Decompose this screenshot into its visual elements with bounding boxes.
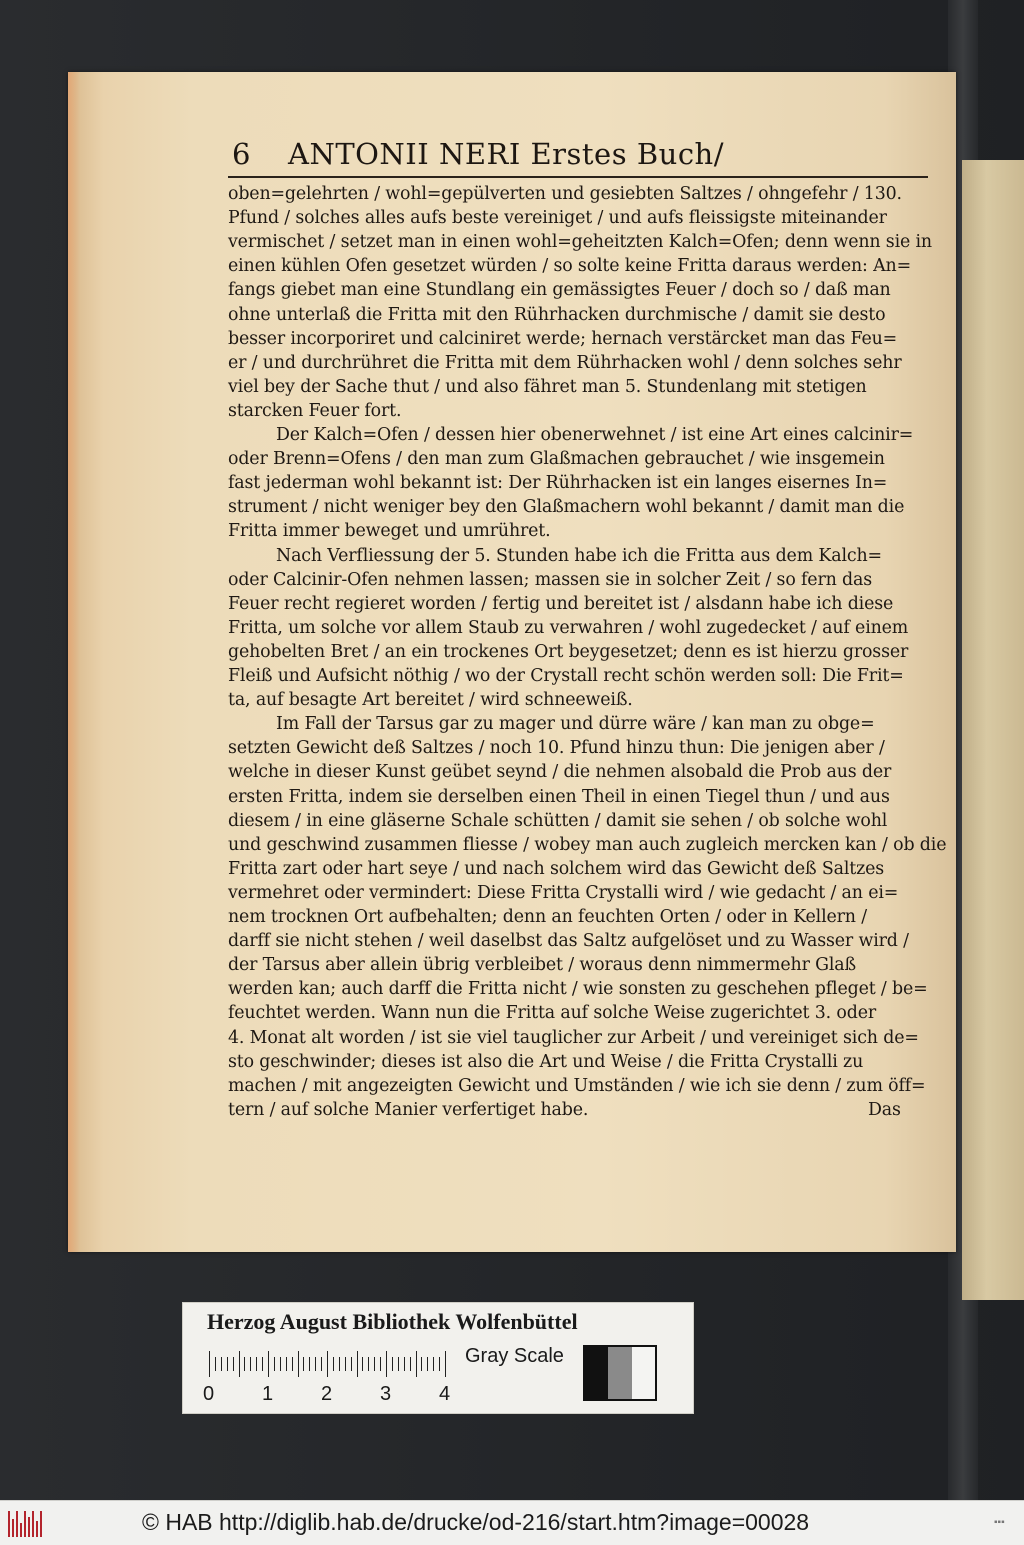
text-line: Fritta immer beweget und umrühret. (228, 521, 551, 542)
text-line: oder Calcinir-Ofen nehmen lassen; massen sie in solcher Zeit / so fern das (228, 569, 873, 590)
text-line: ohne unterlaß die Fritta mit den Rührhacken durchmische / damit sie desto (228, 304, 886, 325)
ruler-tick (233, 1357, 234, 1371)
ruler-tick (221, 1357, 222, 1371)
ruler-tick (339, 1357, 340, 1371)
text-line: Pfund / solches alles aufs beste vereiniget / und aufs fleissigste miteinander (228, 208, 887, 229)
ruler-tick (239, 1351, 240, 1377)
text-line: Der Kalch=Ofen / dessen hier obenerwehnet / ist eine Art eines calcinir= (276, 425, 914, 445)
ruler-tick (433, 1357, 434, 1371)
ruler-number: 3 (380, 1383, 392, 1405)
hab-logo-icon (8, 1511, 42, 1537)
gray-swatch (585, 1347, 608, 1399)
text-line: sto geschwinder; dieses ist also die Art und Weise / die Fritta Crystalli zu (228, 1051, 864, 1072)
text-line: fangs giebet man eine Stundlang ein gemässigtes Feuer / doch so / daß man (228, 280, 891, 301)
logo-bar (24, 1511, 26, 1537)
text-line: feuchtet werden. Wann nun die Fritta auf solche Weise zugerichtet 3. oder (228, 1003, 877, 1024)
text-line: fast jederman wohl bekannt ist: Der Rührhacken ist ein langes eisernes In= (228, 473, 888, 494)
text-line: machen / mit angezeigten Gewicht und Umständen / wie ich sie denn / zum öff= (228, 1075, 926, 1096)
ruler-tick (362, 1357, 363, 1371)
library-name: Herzog August Bibliothek Wolfenbüttel (207, 1309, 578, 1334)
logo-bar (36, 1521, 38, 1537)
gray-swatch (608, 1347, 631, 1399)
ruler-tick (380, 1357, 381, 1371)
ruler-tick (209, 1351, 210, 1377)
logo-bar (8, 1511, 10, 1537)
running-head (232, 137, 932, 177)
text-line: welche in dieser Kunst geübet seynd / die nehmen alsobald die Prob aus der (228, 762, 892, 783)
ruler-tick (398, 1357, 399, 1371)
text-line: er / und durchrühret die Fritta mit dem Rührhacken wohl / denn solches sehr (228, 352, 902, 373)
ruler-tick (227, 1357, 228, 1371)
ruler-tick (345, 1357, 346, 1371)
ruler-tick (439, 1357, 440, 1371)
text-line: tern / auf solche Manier verfertiget habe. (228, 1099, 589, 1120)
text-line: einen kühlen Ofen gesetzet würden / so solte keine Fritta daraus werden: An= (228, 256, 912, 277)
text-line: Fleiß und Aufsicht nöthig / wo der Crystall recht schön werden soll: Die Frit= (228, 666, 904, 686)
ruler-tick (445, 1351, 446, 1377)
ruler-tick (244, 1357, 245, 1371)
ruler-number: 2 (321, 1383, 333, 1405)
text-line: Fritta zart oder hart seye / und nach solchem wird das Gewicht deß Saltzes (228, 858, 885, 879)
ruler-tick (368, 1357, 369, 1371)
logo-bar (32, 1511, 34, 1537)
ruler-tick (215, 1357, 216, 1371)
text-line: ersten Fritta, indem sie derselben einen Theil in einen Tiegel thun / und aus (228, 786, 890, 807)
ruler-tick (262, 1357, 263, 1371)
ruler-tick (315, 1357, 316, 1371)
logo-bar (20, 1523, 22, 1537)
text-line: und geschwind zusammen fliesse / wobey man auch zugleich mercken kan / ob die (228, 834, 947, 855)
ruler-tick (280, 1357, 281, 1371)
copyright-link[interactable]: © HAB http://diglib.hab.de/drucke/od-216/start.htm?image=00028 (142, 1509, 810, 1535)
ruler-number: 4 (439, 1383, 451, 1405)
ruler-number: 1 (262, 1383, 274, 1405)
ruler-tick (250, 1357, 251, 1371)
ruler-tick (410, 1357, 411, 1371)
ruler-tick (268, 1351, 269, 1377)
ruler-tick (351, 1357, 352, 1371)
footer-mark-icon: ▪▪▪ (994, 1517, 1005, 1528)
ruler-tick (392, 1357, 393, 1371)
text-line: Im Fall der Tarsus gar zu mager und dürre wäre / kan man zu obge= (276, 714, 875, 735)
text-line: nem trocknen Ort aufbehalten; denn an feuchten Orten / oder in Kellern / (228, 907, 867, 927)
text-line: Fritta, um solche vor allem Staub zu verwahren / wohl zugedecket / auf einem (228, 617, 909, 638)
text-line: vermischet / setzet man in einen wohl=geheitzten Kalch=Ofen; denn wenn sie in (228, 232, 932, 253)
ruler-tick (386, 1351, 387, 1377)
ruler-tick (416, 1351, 417, 1377)
text-line: besser incorporiret und calciniret werde; hernach verstärcket man das Feu= (228, 328, 898, 349)
ruler-tick (309, 1357, 310, 1371)
text-line: werden kan; auch darff die Fritta nicht / wie sonsten zu geschehen pfleget / be= (228, 979, 928, 1000)
text-line: setzten Gewicht deß Saltzes / noch 10. Pfund hinzu thun: Die jenigen aber / (228, 738, 885, 759)
gray-scale-label: Gray Scale (465, 1345, 564, 1367)
ruler-tick (421, 1357, 422, 1371)
ruler-tick (357, 1351, 358, 1377)
logo-bar (28, 1517, 30, 1537)
running-title: ANTONII NERI Erstes Buch/ (288, 137, 725, 171)
text-line: Feuer recht regieret worden / fertig und bereitet ist / alsdann habe ich diese (228, 593, 894, 614)
ruler-tick (256, 1357, 257, 1371)
text-line: viel bey der Sache thut / und also fähret man 5. Stundenlang mit stetigen (228, 376, 867, 397)
ruler-tick (374, 1357, 375, 1371)
text-line: der Tarsus aber allein übrig verbleibet / woraus denn nimmermehr Glaß (228, 955, 856, 976)
adjacent-page-edge (962, 160, 1024, 1300)
ruler-tick (286, 1357, 287, 1371)
text-line: oben=gelehrten / wohl=gepülverten und gesiebten Saltzes / ohngefehr / 130. (228, 184, 902, 204)
header-rule (228, 176, 928, 178)
text-line: Nach Verfliessung der 5. Stunden habe ich die Fritta aus dem Kalch= (276, 545, 882, 566)
gray-swatches (583, 1345, 657, 1401)
text-line: strument / nicht weniger bey den Glaßmachern wohl bekannt / damit man die (228, 497, 905, 518)
text-line: 4. Monat alt worden / ist sie viel tauglicher zur Arbeit / und vereiniget sich de= (228, 1027, 919, 1048)
ruler-tick (298, 1351, 299, 1377)
footer-bar (0, 1500, 1024, 1545)
ruler-tick (333, 1357, 334, 1371)
page-number: 6 (232, 137, 251, 171)
text-line: diesem / in eine gläserne Schale schütten / damit sie sehen / ob solche wohl (228, 810, 888, 831)
ruler-tick (404, 1357, 405, 1371)
ruler-tick (303, 1357, 304, 1371)
ruler-tick (274, 1357, 275, 1371)
ruler-tick (327, 1351, 328, 1377)
text-line: darff sie nicht stehen / weil daselbst das Saltz aufgelöset und zu Wasser wird / (228, 931, 909, 952)
cm-ruler (209, 1347, 449, 1379)
text-line: vermehret oder vermindert: Diese Fritta Crystalli wird / wie gedacht / an ei= (228, 882, 899, 903)
logo-bar (40, 1511, 42, 1537)
catchword: Das (868, 1099, 901, 1120)
ruler-tick (321, 1357, 322, 1371)
logo-bar (16, 1511, 18, 1537)
text-line: ta, auf besagte Art bereitet / wird schneeweiß. (228, 690, 633, 711)
text-line: oder Brenn=Ofens / den man zum Glaßmachen gebrauchet / wie insgemein (228, 449, 885, 470)
gray-swatch (632, 1347, 655, 1399)
ruler-number: 0 (203, 1383, 215, 1405)
ruler-tick (292, 1357, 293, 1371)
body-text (228, 182, 947, 1142)
logo-bar (12, 1519, 14, 1537)
colour-target-card (182, 1302, 694, 1414)
text-line: gehobelten Bret / an ein trockenes Ort beygesetzet; denn es ist hierzu grosser (228, 641, 909, 662)
ruler-tick (427, 1357, 428, 1371)
text-line: starcken Feuer fort. (228, 400, 402, 421)
